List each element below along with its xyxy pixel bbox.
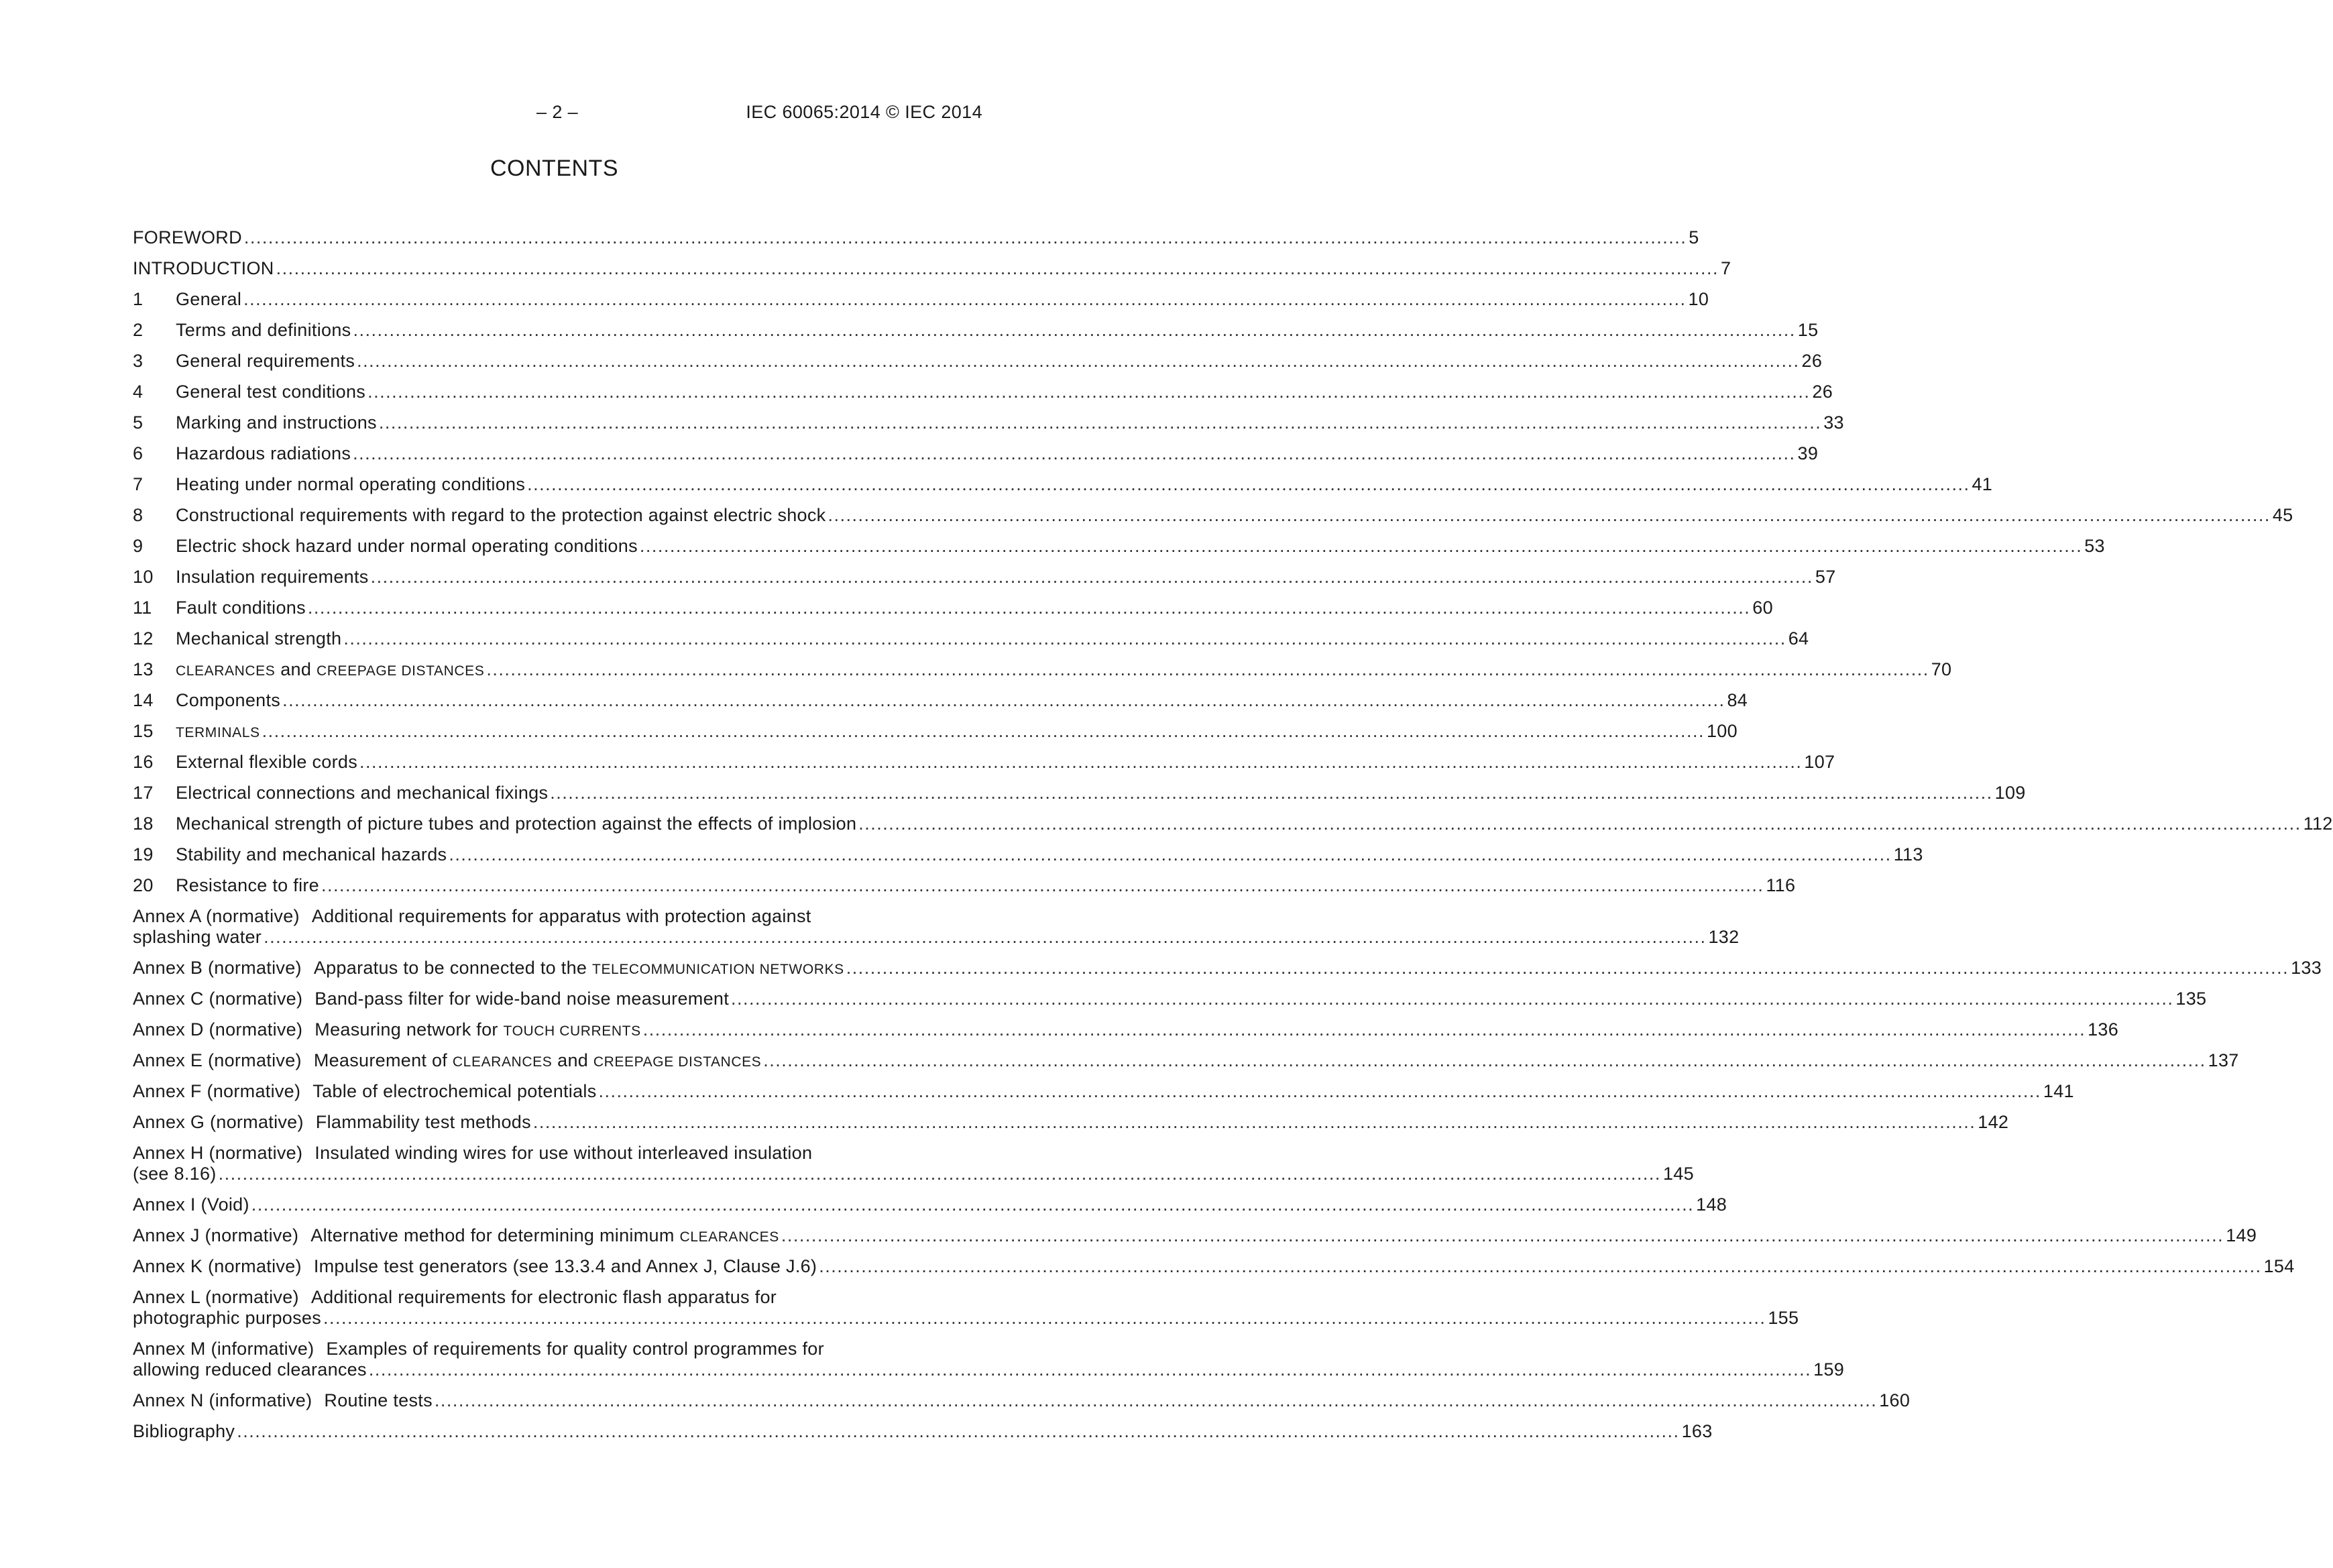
leader-dots: ............................................................................................................................................................................................................................................... [367, 382, 1811, 402]
leader-dots: ............................................................................................................................................................................................................................................... [781, 1225, 2224, 1245]
small-caps-term: TELECOMMUNICATION NETWORKS [592, 962, 844, 977]
toc-page-number: 33 [1823, 412, 1844, 433]
toc-page-number: 136 [2088, 1019, 2119, 1040]
leader-dots: ............................................................................................................................................................................................................................................... [357, 351, 1800, 371]
toc-page-number: 135 [2175, 989, 2207, 1009]
leader-dots: ............................................................................................................................................................................................................................................... [243, 227, 1687, 247]
annex-title: Insulated winding wires for use without interleaved insulation [315, 1143, 813, 1163]
page-title: CONTENTS [490, 156, 618, 181]
toc-page-number: 159 [1813, 1359, 1845, 1380]
toc-page-number: 100 [1706, 721, 1738, 741]
annex-label: Annex H (normative) [133, 1143, 303, 1163]
toc-page-number: 132 [1708, 927, 1740, 947]
annex-title: Additional requirements for apparatus with protection against [311, 906, 811, 926]
annex-title-text: Apparatus to be connected to the [313, 958, 587, 978]
conjunction: and [557, 1050, 589, 1070]
section-number: 15 [133, 721, 154, 741]
toc-entry-section-18[interactable] [133, 814, 2333, 844]
leader-dots: ............................................................................................................................................................................................................................................... [819, 1256, 2262, 1276]
toc-page-number: 45 [2272, 505, 2293, 525]
section-title: Mechanical strength of picture tubes and protection against the effects of implosion [176, 814, 857, 834]
small-caps-term: TOUCH CURRENTS [503, 1023, 641, 1039]
leader-dots: ............................................................................................................................................................................................................................................... [243, 289, 1687, 309]
annex-title-text: Measuring network for [315, 1019, 498, 1040]
toc-entry-annex-b[interactable] [133, 958, 2322, 989]
toc-entry-annex-f[interactable] [133, 1081, 2074, 1112]
annex-title-continued: allowing reduced clearances [133, 1359, 367, 1380]
annex-title: Examples of requirements for quality control programmes for [326, 1339, 824, 1359]
toc-page-number: 5 [1689, 227, 1699, 247]
annex-title: Additional requirements for electronic flash apparatus for [310, 1287, 777, 1307]
toc-page-number: 154 [2263, 1256, 2295, 1276]
small-caps-term: CREEPAGE DISTANCES [316, 663, 485, 679]
section-number: 5 [133, 412, 144, 433]
section-number: 9 [133, 536, 144, 556]
leader-dots: ............................................................................................................................................................................................................................................... [642, 1019, 2086, 1040]
toc-entry-section-12[interactable] [133, 628, 1809, 659]
toc-entry-annex-j[interactable] [133, 1225, 2257, 1256]
toc-entry-annex-a[interactable] [133, 906, 1740, 958]
annex-title: Impulse test generators (see 13.3.4 and Annex J, Clause J.6) [313, 1256, 817, 1276]
toc-entry-section-2[interactable] [133, 320, 1819, 351]
section-number: 3 [133, 351, 144, 371]
toc-entry-annex-k[interactable] [133, 1256, 2295, 1287]
section-title: TERMINALS [176, 725, 260, 740]
toc-entry-foreword[interactable] [133, 227, 1699, 258]
section-number: 6 [133, 443, 144, 463]
section-number: 8 [133, 505, 144, 525]
toc-entry-annex-c[interactable] [133, 989, 2207, 1019]
leader-dots: ............................................................................................................................................................................................................................................... [639, 536, 2083, 556]
toc-page-number: 133 [2291, 958, 2322, 978]
leader-dots: ............................................................................................................................................................................................................................................... [486, 659, 1929, 679]
section-number: 17 [133, 783, 154, 803]
toc-entry-annex-d[interactable] [133, 1019, 2119, 1050]
section-title: General [176, 289, 242, 309]
annex-title [315, 1019, 640, 1040]
toc-page-number: 53 [2084, 536, 2105, 556]
annex-title [314, 1050, 761, 1071]
annex-title: Flammability test methods [315, 1112, 531, 1132]
toc-entry-section-4[interactable] [133, 382, 1833, 412]
section-number: 19 [133, 844, 154, 864]
annex-title-continued: splashing water [133, 927, 262, 947]
toc-entry-section-14[interactable] [133, 690, 1748, 721]
section-title: Stability and mechanical hazards [176, 844, 447, 864]
toc-label: Bibliography [133, 1421, 235, 1441]
leader-dots: ............................................................................................................................................................................................................................................... [359, 752, 1803, 772]
leader-dots: ............................................................................................................................................................................................................................................... [532, 1112, 1976, 1132]
section-number: 12 [133, 628, 154, 649]
leader-dots: ............................................................................................................................................................................................................................................... [449, 844, 1892, 864]
annex-title-text: Measurement of [313, 1050, 448, 1070]
section-number: 16 [133, 752, 154, 772]
toc-entry-section-3[interactable] [133, 351, 1823, 382]
toc-entry-section-15[interactable] [133, 721, 1738, 752]
leader-dots: ............................................................................................................................................................................................................................................... [353, 443, 1796, 463]
leader-dots: ............................................................................................................................................................................................................................................... [251, 1194, 1695, 1215]
toc-entry-annex-h[interactable] [133, 1143, 1694, 1194]
toc-entry-section-5[interactable] [133, 412, 1844, 443]
page-number: – 2 – [536, 102, 579, 122]
annex-label: Annex B (normative) [133, 958, 302, 978]
toc-page-number: 109 [1994, 783, 2026, 803]
section-title: Insulation requirements [176, 567, 369, 587]
toc-label: INTRODUCTION [133, 258, 274, 278]
toc-entry-annex-i[interactable] [133, 1194, 1727, 1225]
leader-dots: ............................................................................................................................................................................................................................................... [731, 989, 2174, 1009]
leader-dots: ............................................................................................................................................................................................................................................... [550, 783, 1993, 803]
small-caps-term: CLEARANCES [679, 1229, 779, 1245]
annex-title: Table of electrochemical potentials [312, 1081, 597, 1101]
annex-label: Annex C (normative) [133, 989, 303, 1009]
toc-page-number: 39 [1797, 443, 1819, 463]
section-number: 13 [133, 659, 154, 679]
leader-dots: ............................................................................................................................................................................................................................................... [276, 258, 1719, 278]
leader-dots: ............................................................................................................................................................................................................................................... [434, 1390, 1878, 1410]
leader-dots: ............................................................................................................................................................................................................................................... [321, 875, 1764, 895]
document-reference: IEC 60065:2014 © IEC 2014 [746, 102, 982, 122]
toc-entry-section-13[interactable] [133, 659, 1952, 690]
annex-label: Annex L (normative) [133, 1287, 299, 1307]
toc-entry-section-8[interactable] [133, 505, 2293, 536]
leader-dots: ............................................................................................................................................................................................................................................... [378, 412, 1822, 433]
annex-label: Annex F (normative) [133, 1081, 301, 1101]
toc-page-number: 60 [1752, 598, 1773, 618]
toc-page-number: 26 [1801, 351, 1823, 371]
small-caps-term: CLEARANCES [452, 1054, 553, 1070]
toc-page-number: 160 [1879, 1390, 1911, 1410]
toc-page-number: 137 [2208, 1050, 2239, 1070]
leader-dots: ............................................................................................................................................................................................................................................... [237, 1421, 1680, 1441]
annex-label: Annex I (Void) [133, 1194, 249, 1215]
toc-entry-section-16[interactable] [133, 752, 1835, 783]
toc-page-number: 149 [2226, 1225, 2257, 1245]
leader-dots: ............................................................................................................................................................................................................................................... [218, 1164, 1661, 1184]
section-title: Components [176, 690, 281, 710]
toc-page-number: 64 [1788, 628, 1809, 649]
toc-entry-section-20[interactable] [133, 875, 1796, 906]
page-header [0, 102, 1108, 129]
annex-label: Annex M (informative) [133, 1339, 315, 1359]
annex-label: Annex A (normative) [133, 906, 300, 926]
annex-label: Annex K (normative) [133, 1256, 302, 1276]
leader-dots: ............................................................................................................................................................................................................................................... [264, 927, 1707, 947]
toc-page-number: 15 [1797, 320, 1819, 340]
annex-label: Annex E (normative) [133, 1050, 302, 1070]
toc-entry-section-10[interactable] [133, 567, 1836, 598]
leader-dots: ............................................................................................................................................................................................................................................... [846, 958, 2289, 978]
toc-entry-section-6[interactable] [133, 443, 1819, 474]
toc-page-number: 26 [1812, 382, 1833, 402]
leader-dots: ............................................................................................................................................................................................................................................... [262, 721, 1705, 741]
section-title: General requirements [176, 351, 355, 371]
section-title: Mechanical strength [176, 628, 342, 649]
annex-label: Annex N (informative) [133, 1390, 312, 1410]
section-number: 7 [133, 474, 144, 494]
toc-page-number: 116 [1766, 875, 1796, 895]
section-title: Fault conditions [176, 598, 306, 618]
section-number: 18 [133, 814, 154, 834]
toc-page-number: 70 [1931, 659, 1952, 679]
section-number: 1 [133, 289, 144, 309]
section-number: 10 [133, 567, 154, 587]
toc-entry-bibliography[interactable] [133, 1421, 1713, 1452]
leader-dots: ............................................................................................................................................................................................................................................... [323, 1308, 1766, 1328]
section-title: Resistance to fire [176, 875, 319, 895]
annex-title-text: Alternative method for determining minimum [310, 1225, 675, 1245]
section-number: 4 [133, 382, 144, 402]
annex-title [310, 1225, 779, 1246]
leader-dots: ............................................................................................................................................................................................................................................... [763, 1050, 2206, 1070]
leader-dots: ............................................................................................................................................................................................................................................... [353, 320, 1796, 340]
section-title: Marking and instructions [176, 412, 377, 433]
annex-label: Annex G (normative) [133, 1112, 304, 1132]
table-of-contents [133, 227, 2333, 1452]
toc-page-number: 142 [1978, 1112, 2009, 1132]
section-title: Heating under normal operating conditions [176, 474, 526, 494]
toc-entry-section-9[interactable] [133, 536, 2105, 567]
leader-dots: ............................................................................................................................................................................................................................................... [527, 474, 1970, 494]
annex-label: Annex J (normative) [133, 1225, 299, 1245]
section-title: Hazardous radiations [176, 443, 351, 463]
toc-page-number: 148 [1696, 1194, 1727, 1215]
annex-title: Routine tests [324, 1390, 433, 1410]
annex-title [314, 958, 844, 978]
toc-page-number: 107 [1804, 752, 1835, 772]
toc-entry-section-11[interactable] [133, 598, 1773, 628]
toc-label: FOREWORD [133, 227, 242, 247]
leader-dots: ............................................................................................................................................................................................................................................... [858, 814, 2301, 834]
small-caps-term: CREEPAGE DISTANCES [593, 1054, 762, 1070]
leader-dots: ............................................................................................................................................................................................................................................... [282, 690, 1725, 710]
annex-title-continued: (see 8.16) [133, 1164, 217, 1184]
toc-page-number: 145 [1662, 1164, 1694, 1184]
leader-dots: ............................................................................................................................................................................................................................................... [370, 567, 1813, 587]
section-number: 2 [133, 320, 144, 340]
leader-dots: ............................................................................................................................................................................................................................................... [598, 1081, 2041, 1101]
toc-entry-annex-e[interactable] [133, 1050, 2239, 1081]
toc-entry-section-7[interactable] [133, 474, 1993, 505]
toc-page-number: 84 [1727, 690, 1748, 710]
annex-title: Band-pass filter for wide-band noise measurement [315, 989, 730, 1009]
section-title: External flexible cords [176, 752, 358, 772]
annex-label: Annex D (normative) [133, 1019, 303, 1040]
leader-dots: ............................................................................................................................................................................................................................................... [368, 1359, 1812, 1380]
toc-page-number: 10 [1688, 289, 1709, 309]
toc-page-number: 163 [1681, 1421, 1713, 1441]
toc-entry-section-1[interactable] [133, 289, 1709, 320]
toc-entry-introduction[interactable] [133, 258, 1731, 289]
toc-page-number: 112 [2303, 814, 2333, 834]
conjunction: and [280, 659, 312, 679]
leader-dots: ............................................................................................................................................................................................................................................... [828, 505, 2271, 525]
toc-page-number: 41 [1972, 474, 1993, 494]
toc-page-number: 113 [1893, 844, 1923, 864]
leader-dots: ............................................................................................................................................................................................................................................... [307, 598, 1751, 618]
section-title [176, 659, 484, 680]
section-number: 20 [133, 875, 154, 895]
toc-entry-section-17[interactable] [133, 783, 2026, 814]
section-number: 14 [133, 690, 154, 710]
section-number: 11 [133, 598, 152, 618]
toc-page-number: 57 [1815, 567, 1836, 587]
toc-entry-section-19[interactable] [133, 844, 1923, 875]
toc-entry-annex-m[interactable] [133, 1339, 1845, 1390]
toc-page-number: 141 [2043, 1081, 2074, 1101]
section-title: Constructional requirements with regard to the protection against electric shock [176, 505, 826, 525]
toc-entry-annex-l[interactable] [133, 1287, 1799, 1339]
small-caps-term: CLEARANCES [176, 663, 276, 679]
toc-entry-annex-g[interactable] [133, 1112, 2009, 1143]
section-title: Terms and definitions [176, 320, 351, 340]
leader-dots: ............................................................................................................................................................................................................................................... [343, 628, 1786, 649]
toc-entry-annex-n[interactable] [133, 1390, 1911, 1421]
toc-page-number: 155 [1768, 1308, 1799, 1328]
annex-title-continued: photographic purposes [133, 1308, 321, 1328]
section-title: Electrical connections and mechanical fixings [176, 783, 549, 803]
section-title: General test conditions [176, 382, 366, 402]
toc-page-number: 7 [1720, 258, 1731, 278]
section-title: Electric shock hazard under normal operating conditions [176, 536, 638, 556]
